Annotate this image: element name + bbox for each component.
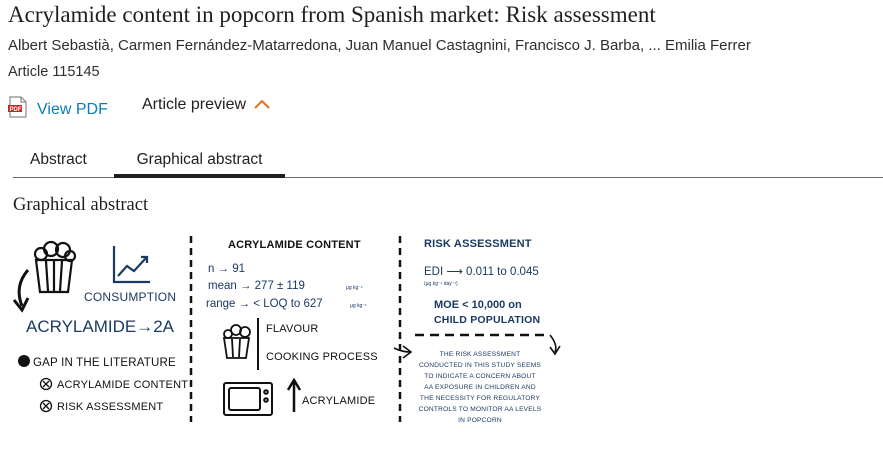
fig-range: range → < LOQ to 627 [206,298,323,310]
popcorn-icon [224,325,250,358]
fig-acrylamide-up: Acrylamide [302,395,376,407]
fig-conclusion-2: conducted in this study seems [418,362,542,369]
article-authors: Albert Sebastià, Carmen Fernández-Matarredona, Juan Manuel Castagnini, Francisco J. Barba, ... Emilia Ferrer [8,37,751,54]
fig-gap: Gap in the literature [33,357,176,369]
tab-graphical-abstract[interactable]: Graphical abstract [114,151,285,178]
fig-consumption: Consumption [84,290,177,304]
microwave-icon [224,383,272,415]
fig-acrylamide-2a: ACRYLAMIDE→2A [26,317,175,336]
fig-conclusion-5: the necessity for regulatory [419,395,541,402]
cross-circle-icon [41,401,52,412]
fig-mean-unit: µg kg⁻¹ [346,285,363,291]
fig-conclusion-3: to indicate a concern about [424,373,536,380]
fig-conclusion-7: in popcorn [458,417,502,424]
fig-edi-unit: (µg kg⁻¹ day⁻¹) [424,281,458,287]
view-pdf-link[interactable] [8,96,108,123]
tab-abstract[interactable]: Abstract [30,151,87,168]
curved-arrow-icon [14,270,28,310]
fig-risk-title: Risk assessment [424,238,532,250]
fig-flavour: Flavour [266,323,319,335]
fig-content-title: Acrylamide content [228,239,361,251]
fig-gap-item-1: Acrylamide content [57,379,189,391]
fig-range-unit: µg kg⁻¹ [350,303,367,309]
fig-edi: EDI ⟶ 0.011 to 0.045 [424,266,539,278]
tab-bar [13,143,883,178]
fig-gap-item-2: Risk assessment [57,401,164,413]
fig-conclusion-6: controls to monitor AA levels [418,406,542,413]
section-heading: Graphical abstract [13,195,149,215]
article-preview-toggle[interactable] [142,96,270,114]
article-title[interactable]: Acrylamide content in popcorn from Spanish market: Risk assessment [8,2,656,27]
fig-cooking: Cooking process [266,351,378,363]
fig-n: n → 91 [208,263,246,275]
popcorn-icon [35,242,75,292]
trend-chart-icon [114,246,150,282]
bullet-icon [18,355,30,367]
article-preview-label: Article preview [142,96,247,113]
pdf-icon [8,96,28,123]
graphical-abstract-figure[interactable] [10,230,570,430]
chevron-up-icon [254,96,270,114]
svg-text:PDF: PDF [9,107,22,113]
fig-conclusion-4: AA exposure in children and [424,384,536,391]
view-pdf-label: View PDF [37,100,108,118]
cross-circle-icon [41,379,52,390]
fig-conclusion-1: The risk assessment [439,351,521,358]
fig-child: child population [434,314,541,326]
fig-moe: MOE < 10,000 on [434,299,522,311]
arrow-up-icon [288,380,300,412]
article-number: Article 115145 [8,64,100,80]
fig-mean: mean → 277 ± 119 [208,280,305,292]
